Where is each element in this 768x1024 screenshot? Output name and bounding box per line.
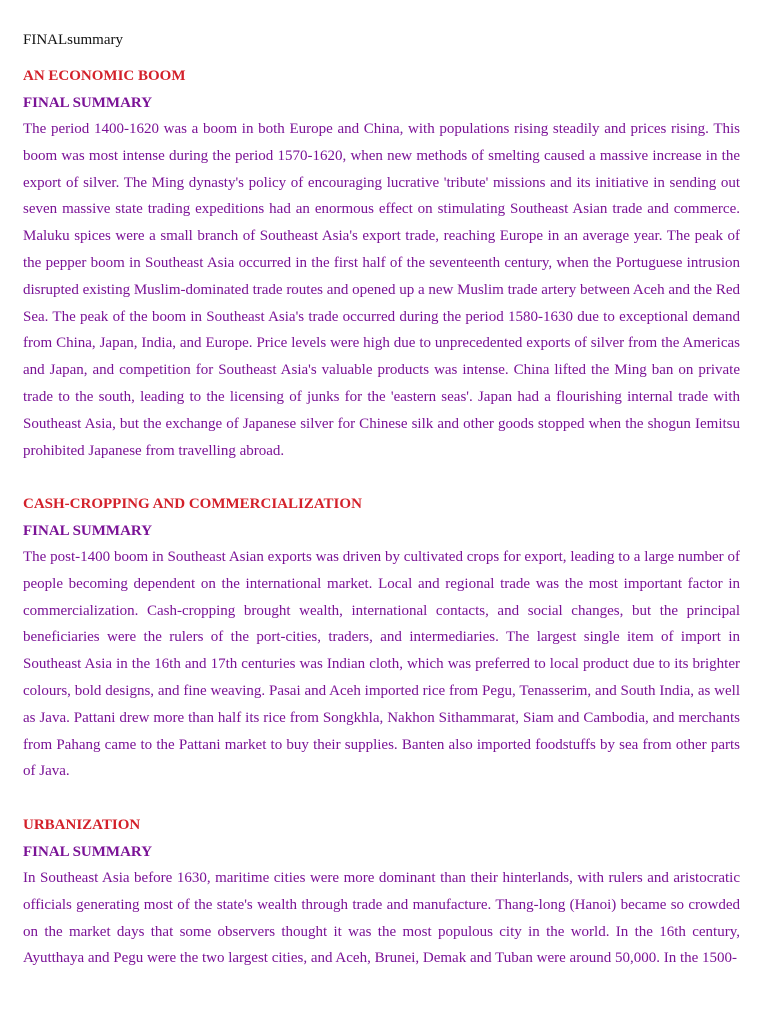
section-urbanization xyxy=(23,815,740,972)
section-body: The period 1400-1620 was a boom in both Europe and China, with populations rising steadily and prices rising. This boom was most intense during the period 1570-1620, when new methods of smelting caused a massive increase in the export of silver. The Ming dynasty's policy of encouraging lucrative 'tribute' missions and its initiative in sending out seven massive state trading expeditions had an enormous effect on stimulating Southeast Asian trade and commerce. Maluku spices were a small branch of Southeast Asia's export trade, reaching Europe in an average year. The peak of the pepper boom in Southeast Asia occurred in the first half of the seventeenth century, when the Portuguese intrusion disrupted existing Muslim-dominated trade routes and opened up a new Muslim trade artery between Aceh and the Red Sea. The peak of the boom in Southeast Asia's trade occurred during the period 1580-1630 due to exceptional demand from China, Japan, India, and Europe. Price levels were high due to unprecedented exports of silver from the Americas and Japan, and competition for Southeast Asia's valuable products was intense. China lifted the Ming ban on private trade to the south, leading to the licensing of junks for the 'eastern seas'. Japan had a flourishing internal trade with Southeast Asia, but the exchange of Japanese silver for Chinese silk and other goods stopped when the shogun Iemitsu prohibited Japanese from travelling abroad. xyxy=(23,121,740,459)
section-economic-boom xyxy=(23,66,740,464)
section-subheading: FINAL SUMMARY xyxy=(23,844,153,860)
section-subheading: FINAL SUMMARY xyxy=(23,523,153,539)
section-body: In Southeast Asia before 1630, maritime cities were more dominant than their hinterlands, with rulers and aristocratic officials generating most of the state's wealth through trade and manufacture. Thang-long (Hanoi) became so crowded on the market days that some observers thought it was the most populous city in the world. In the 16th century, Ayutthaya and Pegu were the two largest cities, and Aceh, Brunei, Demak and Tuban were around 50,000. In the 1500- xyxy=(23,870,740,967)
section-heading: CASH-CROPPING AND COMMERCIALIZATION xyxy=(23,496,362,512)
section-cash-cropping xyxy=(23,494,740,785)
section-heading: URBANIZATION xyxy=(23,817,141,833)
section-heading: AN ECONOMIC BOOM xyxy=(23,68,186,84)
section-subheading: FINAL SUMMARY xyxy=(23,95,153,111)
section-body: The post-1400 boom in Southeast Asian exports was driven by cultivated crops for export, leading to a large number of people becoming dependent on the international market. Local and regional trade was the most important factor in commercialization. Cash-cropping brought wealth, international contacts, and social changes, but the principal beneficiaries were the rulers of the port-cities, traders, and intermediaries. The largest single item of import in Southeast Asia in the 16th and 17th centuries was Indian cloth, which was preferred to local product due to its brighter colours, bold designs, and fine weaving. Pasai and Aceh imported rice from Pegu, Tenasserim, and South India, as well as Java. Pattani drew more than half its rice from Songkhla, Nakhon Sithammarat, Siam and Cambodia, and merchants from Pahang came to the Pattani market to buy their supplies. Banten also imported foodstuffs by sea from other parts of Java. xyxy=(23,549,740,780)
document-title: FINALsummary xyxy=(23,32,123,48)
